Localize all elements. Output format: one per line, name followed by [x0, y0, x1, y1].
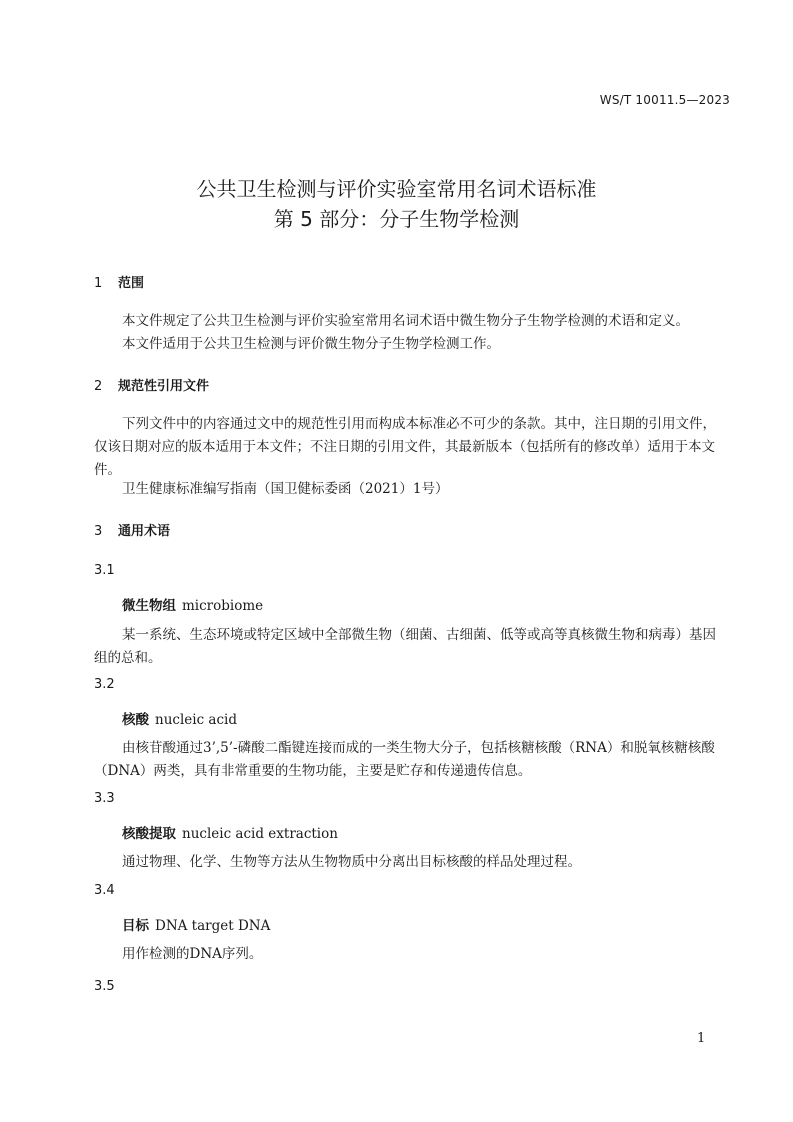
section-title: 规范性引用文件: [118, 379, 210, 394]
clause-number: 3.1: [94, 563, 115, 578]
term-entry: [122, 594, 263, 614]
term-chinese: 核酸提取: [122, 826, 176, 842]
section-heading-scope: [94, 272, 144, 291]
term-definition: 某一系统、生态环境或特定区域中全部微生物（细菌、古细菌、低等或高等真核微生物和病毒）基因组的总和。: [94, 627, 716, 666]
section-heading-normative-references: [94, 375, 209, 394]
section-number: 3: [94, 524, 103, 539]
standard-code: WS/T 10011.5—2023: [599, 93, 730, 107]
term-english: microbiome: [182, 598, 264, 614]
term-chinese: 目标: [122, 918, 149, 934]
document-title: 公共卫生检测与评价实验室常用名词术语标准: [196, 177, 597, 201]
term-english: nucleic acid: [155, 712, 237, 728]
section-number: 1: [94, 276, 103, 291]
document-subtitle: 第 5 部分：分子生物学检测: [273, 207, 520, 231]
clause-number: 3.3: [94, 791, 115, 806]
references-paragraph: 下列文件中的内容通过文中的规范性引用而构成本标准必不可少的条款。其中，注日期的引用文件，仅该日期对应的版本适用于本文件；不注日期的引用文件，其最新版本（包括所有的修改单）适用于本文件。: [94, 416, 716, 478]
term-english: DNA target DNA: [155, 918, 271, 934]
term-chinese: 微生物组: [122, 598, 176, 614]
clause-number: 3.4: [94, 883, 115, 898]
term-entry: [122, 708, 237, 728]
term-definition: 用作检测的DNA序列。: [122, 946, 263, 962]
reference-item: 卫生健康标准编写指南（国卫健标委函（2021）1号）: [122, 481, 449, 497]
term-chinese: 核酸: [122, 712, 149, 728]
section-heading-general-terms: [94, 520, 170, 539]
section-number: 2: [94, 379, 103, 394]
page-number: 1: [697, 1031, 706, 1046]
clause-number: 3.2: [94, 677, 115, 692]
section-title: 范围: [118, 276, 145, 291]
term-entry: [122, 914, 270, 934]
section-title: 通用术语: [118, 524, 171, 539]
term-entry: [122, 822, 338, 842]
term-english: nucleic acid extraction: [182, 826, 338, 842]
clause-number: 3.5: [94, 979, 115, 994]
scope-paragraph-1: 本文件规定了公共卫生检测与评价实验室常用名词术语中微生物分子生物学检测的术语和定义。: [122, 313, 689, 329]
term-definition: 由核苷酸通过3’,5’-磷酸二酯键连接而成的一类生物大分子，包括核糖核酸（RNA）和脱氧核糖核酸（DNA）两类，具有非常重要的生物功能，主要是贮存和传递遗传信息。: [94, 740, 715, 779]
scope-paragraph-2: 本文件适用于公共卫生检测与评价微生物分子生物学检测工作。: [122, 336, 500, 352]
term-definition: 通过物理、化学、生物等方法从生物物质中分离出目标核酸的样品处理过程。: [122, 854, 581, 870]
